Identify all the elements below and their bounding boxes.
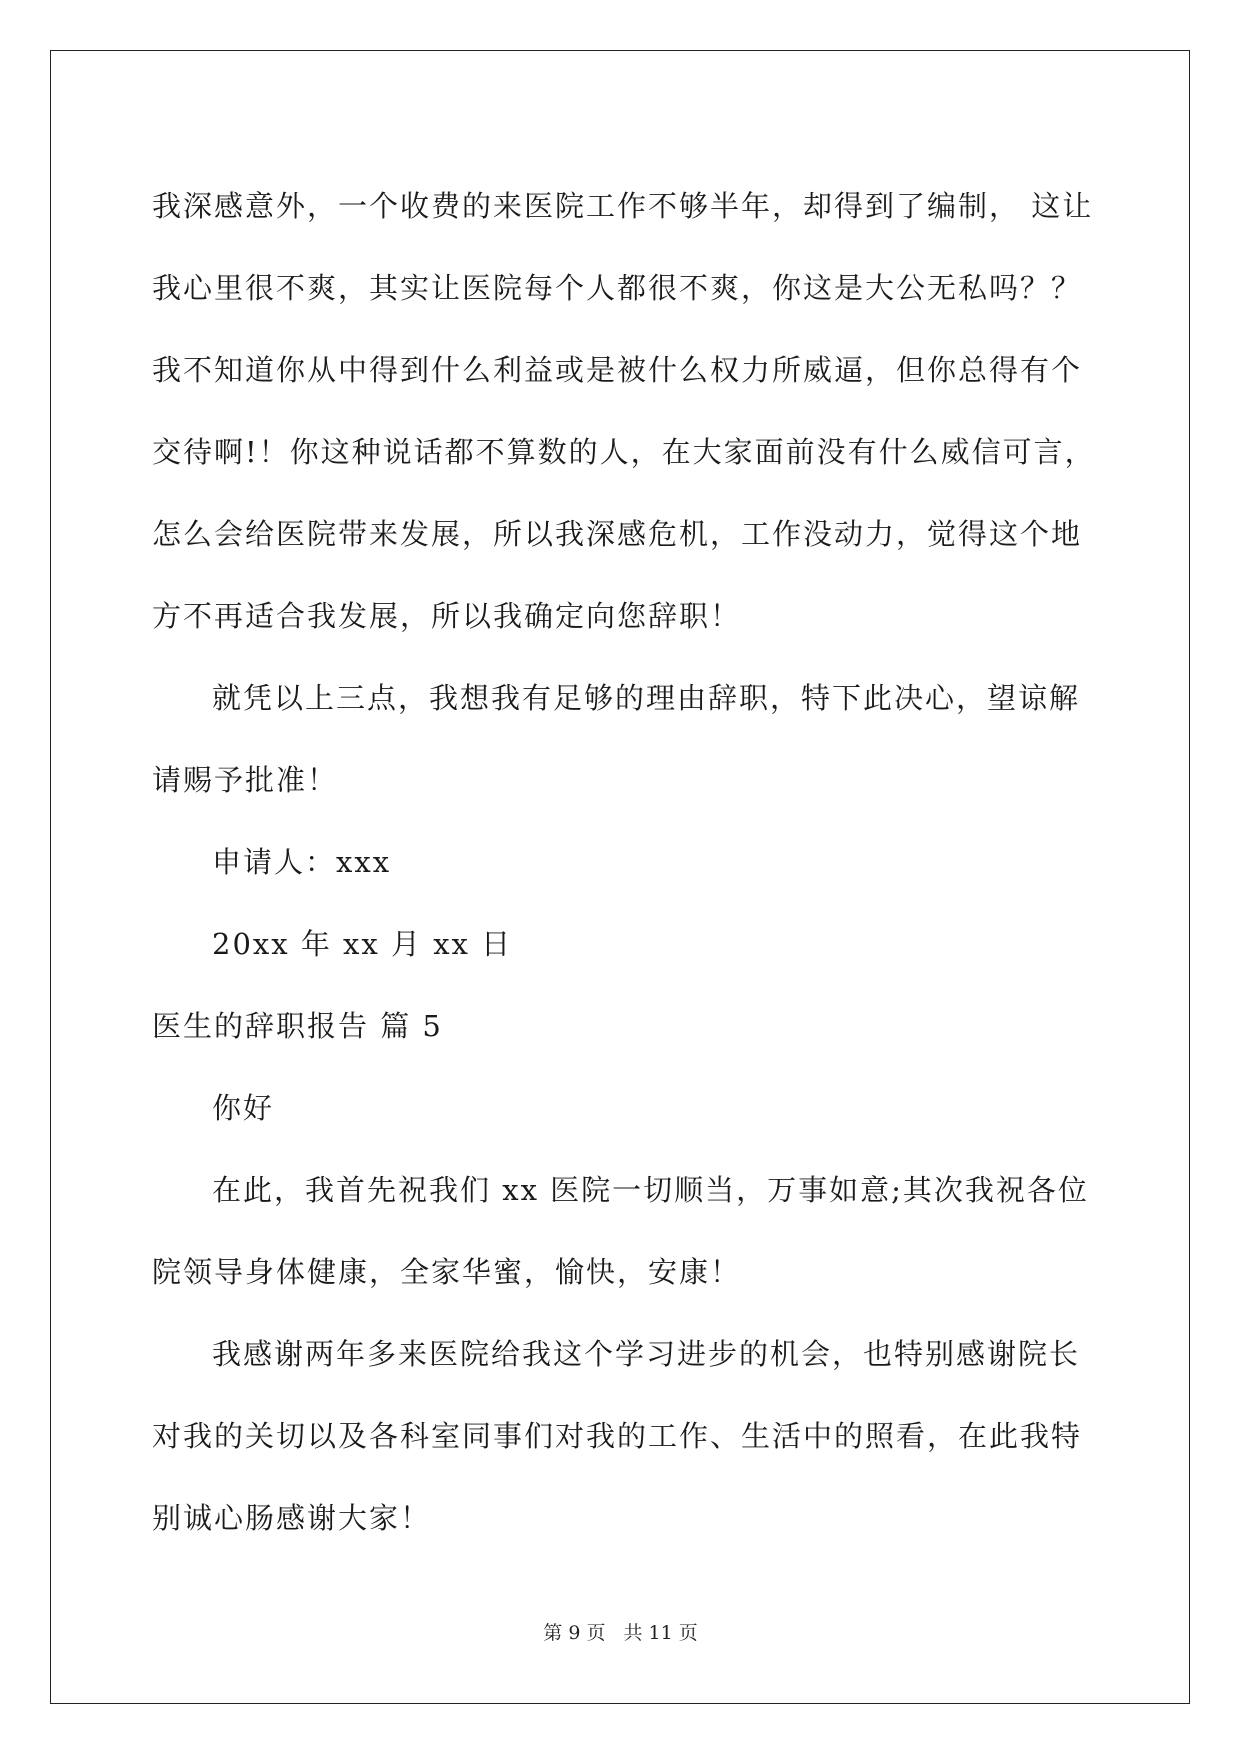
paragraph-line: 对我的关切以及各科室同事们对我的工作、生活中的照看，在此我特 <box>152 1419 1083 1453</box>
paragraph-line: 别诚心肠感谢大家！ <box>152 1501 432 1535</box>
greeting-line: 你好 <box>212 1091 275 1125</box>
paragraph-line: 我深感意外，一个收费的来医院工作不够半年，却得到了编制， 这让 <box>152 189 1094 223</box>
document-body <box>152 165 1096 1559</box>
paragraph-line: 交待啊!！你这种说话都不算数的人，在大家面前没有什么威信可言， <box>152 435 1096 469</box>
paragraph-line: 在此，我首先祝我们 xx 医院一切顺当，万事如意;其次我祝各位 <box>212 1173 1089 1207</box>
paragraph-line: 院领导身体健康，全家华蜜，愉快，安康！ <box>152 1255 742 1289</box>
paragraph-line: 我不知道你从中得到什么利益或是被什么权力所威逼，但你总得有个 <box>152 353 1083 387</box>
paragraph-line: 就凭以上三点，我想我有足够的理由辞职，特下此决心，望谅解 <box>212 681 1081 715</box>
paragraph-line: 怎么会给医院带来发展，所以我深感危机，工作没动力，觉得这个地 <box>152 517 1083 551</box>
paragraph-line: 请赐予批准！ <box>152 763 339 797</box>
page-number: 第 9 页 <box>543 1622 606 1644</box>
paragraph-line: 我感谢两年多来医院给我这个学习进步的机会，也特别感谢院长 <box>212 1337 1081 1371</box>
applicant-line: 申请人：xxx <box>212 845 392 879</box>
paragraph-line: 方不再适合我发展，所以我确定向您辞职！ <box>152 599 742 633</box>
date-line: 20xx 年 xx 月 xx 日 <box>212 927 513 961</box>
page-footer <box>0 1618 1241 1645</box>
page-total: 共 11 页 <box>623 1622 698 1644</box>
section-heading: 医生的辞职报告 篇 5 <box>152 1009 443 1043</box>
paragraph-line: 我心里很不爽，其实让医院每个人都很不爽，你这是大公无私吗？？ <box>152 271 1083 305</box>
